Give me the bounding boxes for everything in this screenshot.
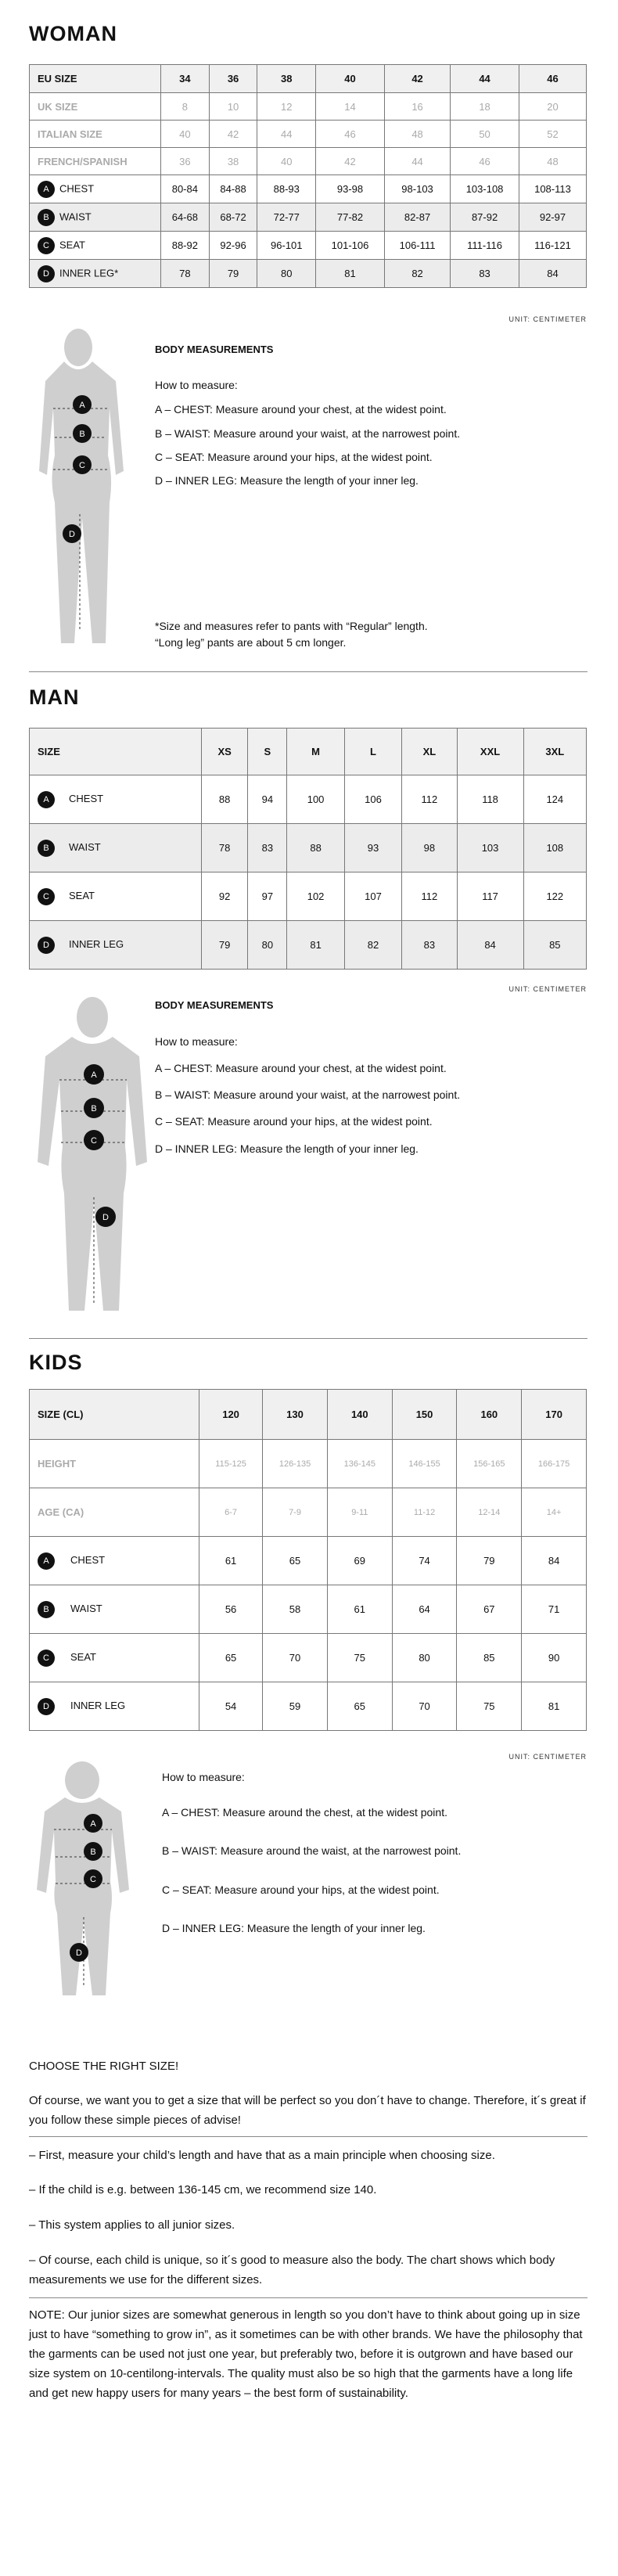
badge-a: A [38, 1552, 55, 1570]
table-row [30, 1537, 587, 1585]
kids-instruction: D – INNER LEG: Measure the length of your inner leg. [162, 1922, 426, 1934]
cell-value: 79 [209, 260, 257, 288]
cell-value: 58 [263, 1585, 328, 1634]
cell-value: 78 [202, 824, 248, 872]
svg-text:D: D [102, 1213, 109, 1222]
cell-value: 80 [392, 1634, 457, 1682]
man-title: MAN [29, 685, 80, 709]
measurement-label: SEAT [69, 889, 95, 901]
measurement-label: INNER LEG* [59, 266, 119, 279]
cell-value: 82 [344, 921, 401, 970]
header-size: 170 [522, 1390, 587, 1440]
row-label [30, 775, 202, 824]
row-label: HEIGHT [30, 1440, 199, 1488]
badge-d: D [38, 1698, 55, 1715]
cell-value: 46 [451, 148, 519, 175]
measurement-label: CHEST [59, 182, 95, 194]
cell-value: 100 [287, 775, 344, 824]
cell-value: 88 [287, 824, 344, 872]
measurement-label: INNER LEG [69, 937, 124, 950]
row-label [30, 203, 161, 232]
table-row [30, 1634, 587, 1682]
header-label: SIZE (CL) [30, 1390, 199, 1440]
man-instruction: B – WAIST: Measure around your waist, at the narrowest point. [155, 1088, 461, 1101]
cell-value: 7-9 [263, 1488, 328, 1537]
cell-value: 106 [344, 775, 401, 824]
divider [29, 2136, 587, 2137]
measurement-label: SEAT [70, 1650, 96, 1663]
cell-value: 92-96 [209, 232, 257, 260]
man-instruction: C – SEAT: Measure around your hips, at the widest point. [155, 1115, 433, 1128]
woman-instruction: D – INNER LEG: Measure the length of your inner leg. [155, 474, 419, 487]
cell-value: 44 [257, 121, 316, 148]
header-size: S [248, 729, 287, 775]
cell-value: 124 [523, 775, 586, 824]
badge-d: D [38, 265, 55, 282]
header-size: 130 [263, 1390, 328, 1440]
cell-value: 8 [161, 93, 210, 121]
row-label: UK SIZE [30, 93, 161, 121]
cell-value: 65 [327, 1682, 392, 1731]
cell-value: 83 [451, 260, 519, 288]
measurement-label: SEAT [59, 238, 85, 250]
advice-intro: Of course, we want you to get a size that will be perfect so you don´t have to change. Therefore, it´s great if you follow these simple pieces of advise! [29, 2094, 586, 2127]
svg-text:A: A [79, 401, 85, 410]
row-label [30, 1585, 199, 1634]
row-label: ITALIAN SIZE [30, 121, 161, 148]
svg-text:B: B [90, 1847, 96, 1857]
woman-note: “Long leg” pants are about 5 cm longer. [155, 636, 347, 649]
measurement-label: CHEST [69, 792, 104, 804]
man-instruction: A – CHEST: Measure around your chest, at the widest point. [155, 1062, 447, 1074]
row-label [30, 175, 161, 203]
badge-d: D [38, 937, 55, 954]
woman-title: WOMAN [29, 22, 117, 45]
cell-value: 12-14 [457, 1488, 522, 1537]
cell-value: 77-82 [316, 203, 385, 232]
cell-value: 82 [384, 260, 450, 288]
cell-value: 116-121 [519, 232, 586, 260]
cell-value: 38 [209, 148, 257, 175]
cell-value: 82-87 [384, 203, 450, 232]
cell-value: 101-106 [316, 232, 385, 260]
table-row [30, 775, 587, 824]
cell-value: 96-101 [257, 232, 316, 260]
kids-size-table [29, 1389, 587, 1731]
cell-value: 70 [263, 1634, 328, 1682]
cell-value: 112 [402, 775, 457, 824]
cell-value: 14 [316, 93, 385, 121]
cell-value: 106-111 [384, 232, 450, 260]
kids-how-to: How to measure: [162, 1771, 245, 1783]
cell-value: 88-92 [161, 232, 210, 260]
kids-instruction: B – WAIST: Measure around the waist, at the narrowest point. [162, 1844, 462, 1857]
cell-value: 85 [457, 1634, 522, 1682]
cell-value: 81 [287, 921, 344, 970]
badge-c: C [38, 237, 55, 254]
badge-a: A [38, 181, 55, 198]
header-label: EU SIZE [30, 65, 161, 93]
header-size: XS [202, 729, 248, 775]
advice-tip: – If the child is e.g. between 136-145 cm, we recommend size 140. [29, 2183, 377, 2196]
cell-value: 46 [316, 121, 385, 148]
header-size: 150 [392, 1390, 457, 1440]
cell-value: 90 [522, 1634, 587, 1682]
header-size: 3XL [523, 729, 586, 775]
conversion-row [30, 1488, 587, 1537]
cell-value: 75 [327, 1634, 392, 1682]
cell-value: 70 [392, 1682, 457, 1731]
cell-value: 61 [327, 1585, 392, 1634]
table-row [30, 260, 587, 288]
row-label [30, 232, 161, 260]
cell-value: 40 [257, 148, 316, 175]
cell-value: 80 [257, 260, 316, 288]
cell-value: 122 [523, 872, 586, 921]
svg-text:D: D [69, 530, 75, 539]
cell-value: 107 [344, 872, 401, 921]
table-row [30, 1585, 587, 1634]
divider [29, 2297, 587, 2298]
cell-value: 83 [402, 921, 457, 970]
cell-value: 88 [202, 775, 248, 824]
conversion-row [30, 148, 587, 175]
measurement-label: WAIST [69, 840, 101, 853]
divider [29, 1338, 587, 1339]
cell-value: 9-11 [327, 1488, 392, 1537]
divider [29, 671, 587, 672]
cell-value: 92 [202, 872, 248, 921]
advice-tip: – Of course, each child is unique, so it´s good to measure also the body. The chart shows which body measurements we use for the different sizes. [29, 2254, 555, 2286]
cell-value: 80 [248, 921, 287, 970]
cell-value: 115-125 [199, 1440, 263, 1488]
cell-value: 103 [457, 824, 523, 872]
cell-value: 112 [402, 872, 457, 921]
svg-text:C: C [79, 461, 85, 470]
cell-value: 102 [287, 872, 344, 921]
man-unit: UNIT: CENTIMETER [508, 985, 587, 993]
table-header-row [30, 729, 587, 775]
table-row [30, 203, 587, 232]
cell-value: 54 [199, 1682, 263, 1731]
cell-value: 92-97 [519, 203, 586, 232]
cell-value: 108 [523, 824, 586, 872]
cell-value: 84-88 [209, 175, 257, 203]
table-header-row [30, 1390, 587, 1440]
cell-value: 93 [344, 824, 401, 872]
man-instruction: D – INNER LEG: Measure the length of your inner leg. [155, 1142, 419, 1155]
cell-value: 6-7 [199, 1488, 263, 1537]
cell-value: 18 [451, 93, 519, 121]
cell-value: 146-155 [392, 1440, 457, 1488]
cell-value: 12 [257, 93, 316, 121]
cell-value: 36 [161, 148, 210, 175]
cell-value: 98-103 [384, 175, 450, 203]
row-label [30, 1537, 199, 1585]
woman-note: *Size and measures refer to pants with “Regular” length. [155, 620, 428, 632]
kids-title: KIDS [29, 1351, 83, 1374]
woman-unit: UNIT: CENTIMETER [508, 315, 587, 323]
woman-body-title: BODY MEASUREMENTS [155, 344, 274, 355]
woman-instruction: C – SEAT: Measure around your hips, at the widest point. [155, 451, 433, 463]
header-size: 36 [209, 65, 257, 93]
cell-value: 11-12 [392, 1488, 457, 1537]
svg-text:C: C [90, 1875, 96, 1884]
cell-value: 84 [522, 1537, 587, 1585]
conversion-row [30, 121, 587, 148]
kids-instruction: C – SEAT: Measure around your hips, at the widest point. [162, 1883, 440, 1896]
measurement-label: INNER LEG [70, 1699, 126, 1711]
cell-value: 156-165 [457, 1440, 522, 1488]
svg-text:A: A [91, 1070, 97, 1080]
row-label [30, 921, 202, 970]
badge-c: C [38, 888, 55, 905]
cell-value: 166-175 [522, 1440, 587, 1488]
row-label: FRENCH/SPANISH [30, 148, 161, 175]
woman-size-table [29, 64, 587, 288]
cell-value: 44 [384, 148, 450, 175]
row-label [30, 824, 202, 872]
row-label [30, 1634, 199, 1682]
kids-instruction: A – CHEST: Measure around the chest, at the widest point. [162, 1806, 447, 1819]
cell-value: 94 [248, 775, 287, 824]
header-size: 38 [257, 65, 316, 93]
cell-value: 42 [316, 148, 385, 175]
table-row [30, 1682, 587, 1731]
cell-value: 48 [519, 148, 586, 175]
row-label [30, 872, 202, 921]
header-size: 44 [451, 65, 519, 93]
woman-how-to: How to measure: [155, 379, 238, 391]
cell-value: 93-98 [316, 175, 385, 203]
cell-value: 84 [519, 260, 586, 288]
row-label [30, 1682, 199, 1731]
conversion-row [30, 93, 587, 121]
cell-value: 16 [384, 93, 450, 121]
cell-value: 87-92 [451, 203, 519, 232]
svg-text:A: A [90, 1819, 96, 1829]
cell-value: 68-72 [209, 203, 257, 232]
cell-value: 14+ [522, 1488, 587, 1537]
kids-silhouette [20, 1757, 137, 2007]
badge-c: C [38, 1650, 55, 1667]
cell-value: 97 [248, 872, 287, 921]
header-size: 120 [199, 1390, 263, 1440]
row-label [30, 260, 161, 288]
cell-value: 40 [161, 121, 210, 148]
badge-a: A [38, 791, 55, 808]
advice-note: NOTE: Our junior sizes are somewhat generous in length so you don’t have to think about going up in size just to have “something to grow in”, as it sometimes can be with other brands. We have the philosophy that the garments can be used not just one year, but preferably two, before it is outgrown and have based our size system on 10-centilong-intervals. The quality must also be so high that the garments have a long life and get new happy users for many years – the best form of sustainability. [29, 2308, 583, 2400]
man-silhouette [31, 990, 149, 1319]
woman-instruction: B – WAIST: Measure around your waist, at the narrowest point. [155, 427, 461, 440]
header-size: 40 [316, 65, 385, 93]
woman-instruction: A – CHEST: Measure around your chest, at the widest point. [155, 403, 447, 416]
measurement-label: WAIST [59, 210, 92, 222]
cell-value: 69 [327, 1537, 392, 1585]
header-size: M [287, 729, 344, 775]
cell-value: 84 [457, 921, 523, 970]
header-size: 42 [384, 65, 450, 93]
woman-silhouette [23, 322, 141, 651]
cell-value: 52 [519, 121, 586, 148]
cell-value: 81 [522, 1682, 587, 1731]
table-row [30, 232, 587, 260]
cell-value: 50 [451, 121, 519, 148]
cell-value: 20 [519, 93, 586, 121]
cell-value: 79 [457, 1537, 522, 1585]
header-size: XXL [457, 729, 523, 775]
cell-value: 42 [209, 121, 257, 148]
cell-value: 111-116 [451, 232, 519, 260]
advice-title: CHOOSE THE RIGHT SIZE! [29, 2060, 179, 2073]
cell-value: 81 [316, 260, 385, 288]
cell-value: 75 [457, 1682, 522, 1731]
cell-value: 85 [523, 921, 586, 970]
cell-value: 72-77 [257, 203, 316, 232]
cell-value: 65 [263, 1537, 328, 1585]
cell-value: 59 [263, 1682, 328, 1731]
svg-text:C: C [91, 1136, 97, 1146]
measurement-label: CHEST [70, 1553, 106, 1566]
header-label: SIZE [30, 729, 202, 775]
measurement-label: WAIST [70, 1602, 102, 1614]
cell-value: 10 [209, 93, 257, 121]
cell-value: 74 [392, 1537, 457, 1585]
badge-b: B [38, 209, 55, 226]
cell-value: 80-84 [161, 175, 210, 203]
table-header-row [30, 65, 587, 93]
header-size: 160 [457, 1390, 522, 1440]
svg-text:D: D [76, 1948, 82, 1958]
cell-value: 103-108 [451, 175, 519, 203]
cell-value: 126-135 [263, 1440, 328, 1488]
cell-value: 64 [392, 1585, 457, 1634]
table-row [30, 175, 587, 203]
header-size: XL [402, 729, 457, 775]
header-size: L [344, 729, 401, 775]
kids-unit: UNIT: CENTIMETER [508, 1753, 587, 1761]
cell-value: 48 [384, 121, 450, 148]
man-size-table [29, 728, 587, 970]
cell-value: 61 [199, 1537, 263, 1585]
cell-value: 88-93 [257, 175, 316, 203]
cell-value: 136-145 [327, 1440, 392, 1488]
svg-text:B: B [79, 430, 85, 439]
cell-value: 56 [199, 1585, 263, 1634]
header-size: 140 [327, 1390, 392, 1440]
header-size: 34 [161, 65, 210, 93]
table-row [30, 872, 587, 921]
cell-value: 79 [202, 921, 248, 970]
table-row [30, 824, 587, 872]
cell-value: 118 [457, 775, 523, 824]
badge-b: B [38, 840, 55, 857]
cell-value: 83 [248, 824, 287, 872]
man-body-title: BODY MEASUREMENTS [155, 999, 274, 1011]
cell-value: 98 [402, 824, 457, 872]
header-size: 46 [519, 65, 586, 93]
cell-value: 71 [522, 1585, 587, 1634]
cell-value: 67 [457, 1585, 522, 1634]
cell-value: 108-113 [519, 175, 586, 203]
advice-tip: – First, measure your child’s length and have that as a main principle when choosing size. [29, 2149, 495, 2162]
cell-value: 117 [457, 872, 523, 921]
advice-tip: – This system applies to all junior sizes. [29, 2218, 235, 2232]
man-how-to: How to measure: [155, 1035, 238, 1048]
svg-text:B: B [91, 1104, 97, 1114]
table-row [30, 921, 587, 970]
row-label: AGE (CA) [30, 1488, 199, 1537]
cell-value: 78 [161, 260, 210, 288]
badge-b: B [38, 1601, 55, 1618]
cell-value: 65 [199, 1634, 263, 1682]
cell-value: 64-68 [161, 203, 210, 232]
conversion-row [30, 1440, 587, 1488]
